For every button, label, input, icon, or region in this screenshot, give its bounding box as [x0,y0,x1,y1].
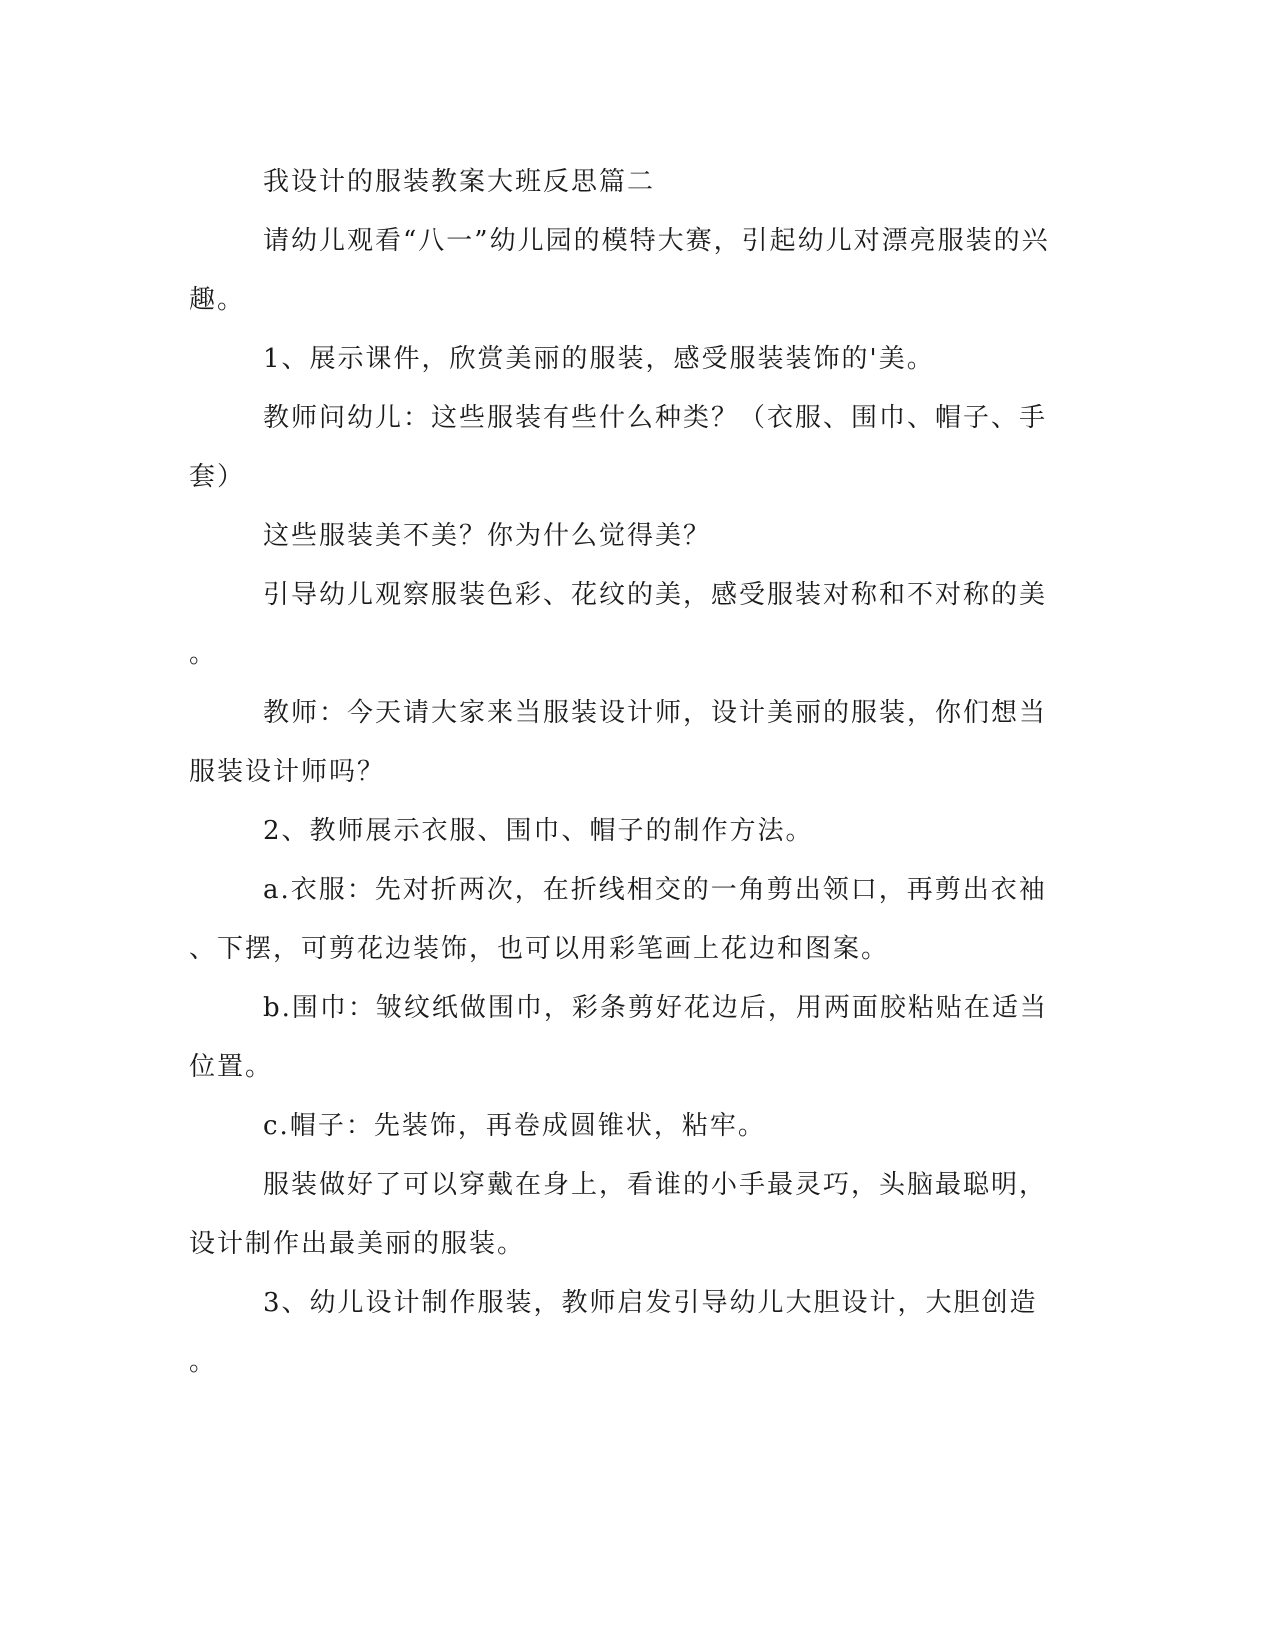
paragraph-line: 教师：今天请大家来当服装设计师，设计美丽的服装，你们想当 [263,698,1048,728]
paragraph-line: 3、幼儿设计制作服装，教师启发引导幼儿大胆设计，大胆创造 [263,1288,1038,1318]
paragraph-line: 服装做好了可以穿戴在身上，看谁的小手最灵巧，头脑最聪明， [263,1170,1048,1200]
paragraph-line: 设计制作出最美丽的服装。 [189,1229,526,1259]
paragraph-line: 教师问幼儿：这些服装有些什么种类？（衣服、围巾、帽子、手 [263,403,1048,433]
paragraph-line: 。 [189,1347,218,1377]
paragraph-line: 、下摆，可剪花边装饰，也可以用彩笔画上花边和图案。 [189,934,890,964]
paragraph-line: 趣。 [189,285,246,315]
paragraph-line: 。 [189,639,218,669]
paragraph-line: c.帽子：先装饰，再卷成圆锥状，粘牢。 [263,1111,766,1141]
document-title: 我设计的服装教案大班反思篇二 [263,167,656,197]
paragraph-line: a.衣服：先对折两次，在折线相交的一角剪出领口，再剪出衣袖 [263,875,1047,905]
paragraph-line: 套） [189,462,246,492]
paragraph-line: 这些服装美不美？你为什么觉得美？ [263,521,712,551]
paragraph-line: 位置。 [189,1052,274,1082]
paragraph-line: 引导幼儿观察服装色彩、花纹的美，感受服装对称和不对称的美 [263,580,1048,610]
paragraph-line: 请幼儿观看“八一”幼儿园的模特大赛，引起幼儿对漂亮服装的兴 [263,226,1050,256]
paragraph-line: 1、展示课件，欣赏美丽的服装，感受服装装饰的'美。 [263,344,935,374]
paragraph-line: 服装设计师吗？ [189,757,386,787]
paragraph-line: 2、教师展示衣服、围巾、帽子的制作方法。 [263,816,814,846]
paragraph-line: b.围巾：皱纹纸做围巾，彩条剪好花边后，用两面胶粘贴在适当 [263,993,1048,1023]
